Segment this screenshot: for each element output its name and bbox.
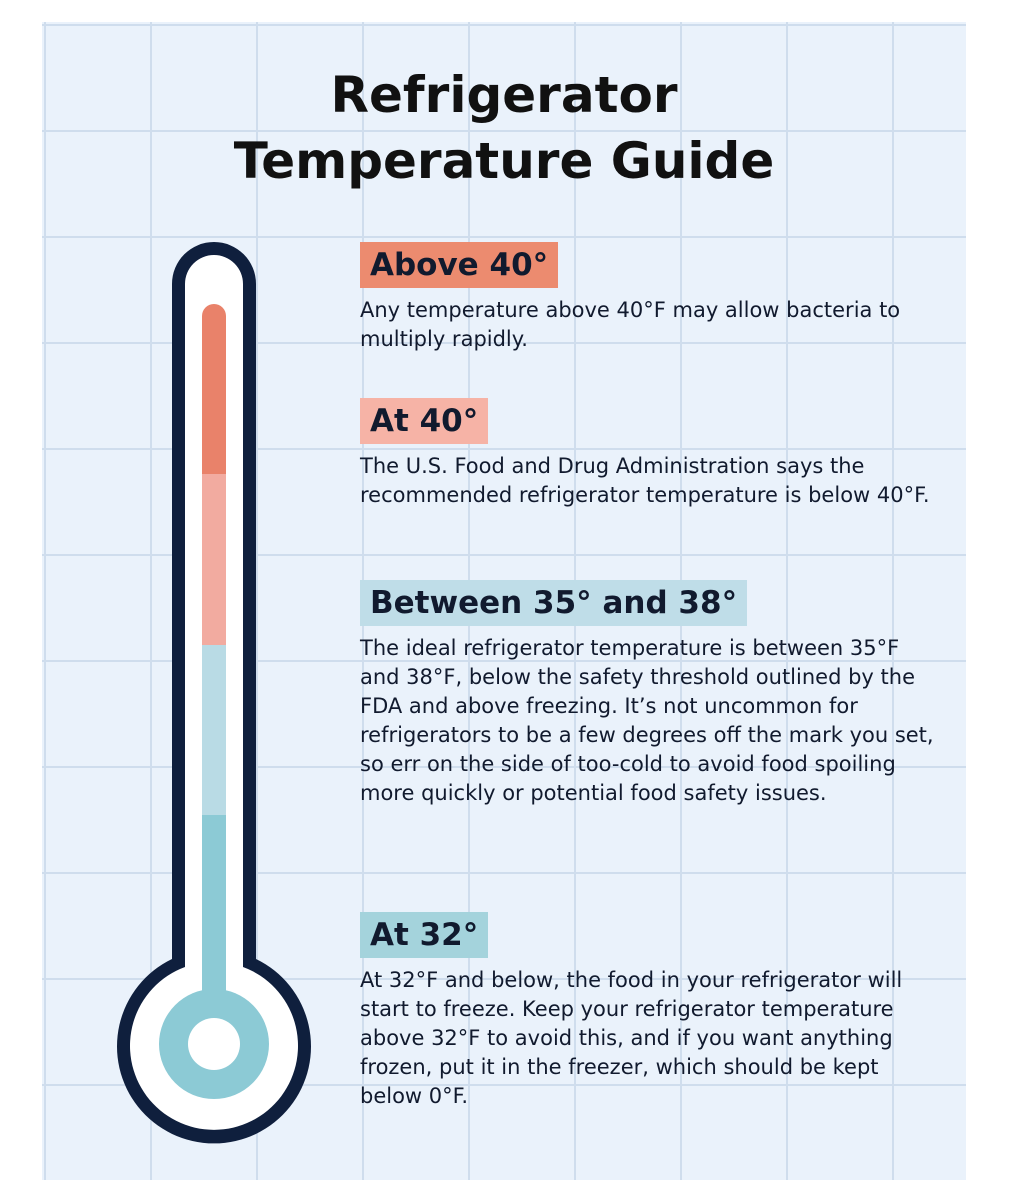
section-description: Any temperature above 40°F may allow bacteria to multiply rapidly. xyxy=(360,298,901,351)
section-between-35-and-38 xyxy=(360,580,940,808)
column-cool-segment xyxy=(202,645,226,815)
page-title xyxy=(42,62,966,194)
infographic-panel xyxy=(42,22,966,1180)
section-heading: At 32° xyxy=(360,912,488,958)
section-heading: Above 40° xyxy=(360,242,558,288)
section-heading: At 40° xyxy=(360,398,488,444)
section-above-40 xyxy=(360,242,940,354)
title-line-2: Temperature Guide xyxy=(233,132,775,190)
section-heading: Between 35° and 38° xyxy=(360,580,747,626)
section-description: The ideal refrigerator temperature is between 35°F and 38°F, below the safety threshold outlined by the FDA and above freezing. It’s not uncommon for refrigerators to be a few degrees off the mark you set, so err on the side of too-cold to avoid food spoiling more quickly or potential food safety issues. xyxy=(360,636,934,805)
section-description: At 32°F and below, the food in your refrigerator will start to freeze. Keep your refrigerator temperature above 32°F to avoid this, and if you want anything frozen, put it in the freezer, which should be kept below 0°F. xyxy=(360,968,903,1108)
section-at-32 xyxy=(360,912,940,1111)
section-at-40 xyxy=(360,398,940,510)
title-line-1: Refrigerator xyxy=(330,66,678,124)
thermometer-bulb-center xyxy=(188,1018,240,1070)
column-hot-segment xyxy=(202,304,226,474)
thermometer-graphic xyxy=(110,232,330,1152)
column-warm-segment xyxy=(202,474,226,645)
section-description: The U.S. Food and Drug Administration says the recommended refrigerator temperature is below 40°F. xyxy=(360,454,930,507)
column-cold-segment xyxy=(202,815,226,1005)
